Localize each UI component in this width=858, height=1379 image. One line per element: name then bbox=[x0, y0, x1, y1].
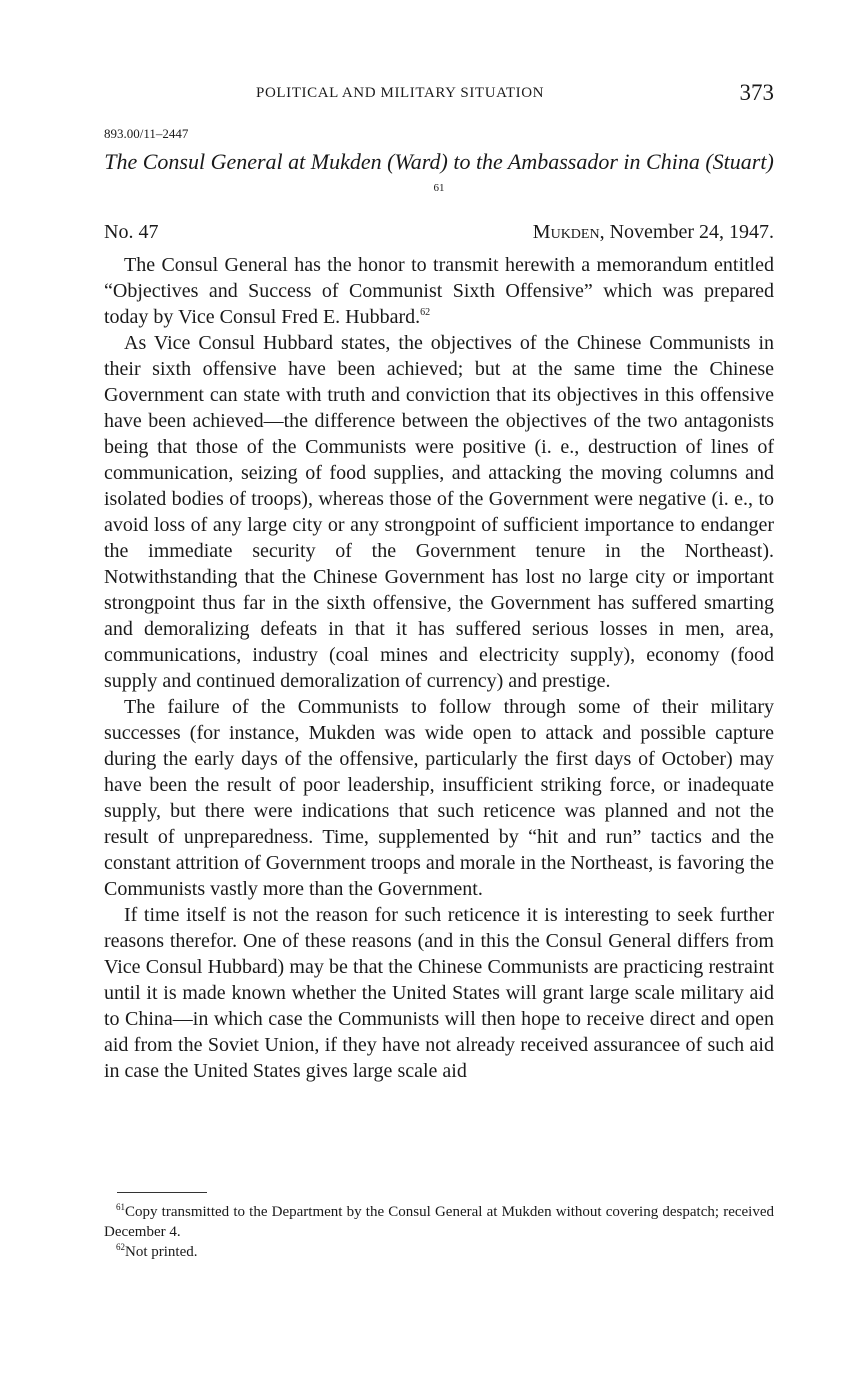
body-text bbox=[104, 252, 774, 1084]
document-title-text: The Consul General at Mukden (Ward) to the Ambassador in China (Stuart) bbox=[104, 149, 774, 174]
footnote-61 bbox=[104, 1202, 774, 1242]
footnote-divider bbox=[117, 1192, 207, 1193]
footnote-62-text: Not printed. bbox=[125, 1244, 198, 1260]
running-title: POLITICAL AND MILITARY SITUATION bbox=[256, 85, 545, 101]
title-footnote-ref: 61 bbox=[433, 182, 445, 194]
paragraph-4: If time itself is not the reason for such reticence it is interesting to seek further reasons therefor. One of these reasons (and in this the Consul General differs from Vice Consul Hubbard) may be that the Chinese Communists are practicing restraint until it is made known whether the United States will grant large scale military aid to China—in which case the Communists will then hope to receive direct and open aid from the Soviet Union, if they have not already received assurancee of such aid in case the United States gives large scale aid bbox=[104, 904, 774, 1082]
paragraph-3: The failure of the Communists to follow through some of their military successes (for instance, Mukden was wide open to attack and possible capture during the early days of the offensive, particularly the first days of October) may have been the result of poor leadership, insufficient striking force, or inadequate supply, but there were indications that such reticence was planned and not the result of unpreparedness. Time, supplemented by “hit and run” tactics and the constant attrition of Government troops and morale in the Northeast, is favoring the Communists vastly more than the Government. bbox=[104, 696, 774, 900]
page-number: 373 bbox=[739, 80, 774, 105]
document-number: No. 47 bbox=[104, 221, 159, 243]
file-number: 893.00/11–2447 bbox=[104, 126, 189, 141]
footnotes bbox=[104, 1202, 774, 1262]
footnote-62 bbox=[104, 1242, 774, 1262]
place-date bbox=[533, 221, 774, 244]
document-title bbox=[104, 148, 774, 206]
paragraph-1 bbox=[104, 252, 774, 330]
running-head bbox=[104, 80, 774, 110]
footnote-61-marker: 61 bbox=[116, 1202, 125, 1212]
footnote-62-marker: 62 bbox=[116, 1242, 125, 1252]
place: Mukden bbox=[532, 221, 600, 243]
date: , November 24, 1947. bbox=[599, 221, 774, 243]
paragraph-1-text: The Consul General has the honor to transmit herewith a memorandum entitled “Objectives and Success of Communist Sixth Offensive” which was prepared today by Vice Consul Fred E. Hubbard. bbox=[104, 254, 774, 328]
footnote-ref-62: 62 bbox=[420, 307, 431, 318]
footnote-61-text: Copy transmitted to the Department by the Consul General at Mukden without covering despatch; received December 4. bbox=[104, 1204, 774, 1240]
paragraph-2: As Vice Consul Hubbard states, the objectives of the Chinese Communists in their sixth offensive have been achieved; but at the same time the Chinese Government can state with truth and conviction that its objectives in this offensive have been achieved—the difference between the objectives of the two antagonists being that those of the Communists were positive (i. e., destruction of lines of communication, seizing of food supplies, and attacking the moving columns and isolated bodies of troops), whereas those of the Government were negative (i. e., to avoid loss of any large city or any strongpoint of sufficient importance to endanger the immediate security of the Government tenure in the Northeast). Notwithstanding that the Chinese Government has lost no large city or important strongpoint thus far in the sixth offensive, the Government has suffered smarting and demoralizing defeats in that it has suffered serious losses in men, area, communications, industry (coal mines and electricity supply), economy (food supply and continued demoralization of currency) and prestige. bbox=[104, 332, 774, 692]
dateline bbox=[104, 221, 774, 249]
